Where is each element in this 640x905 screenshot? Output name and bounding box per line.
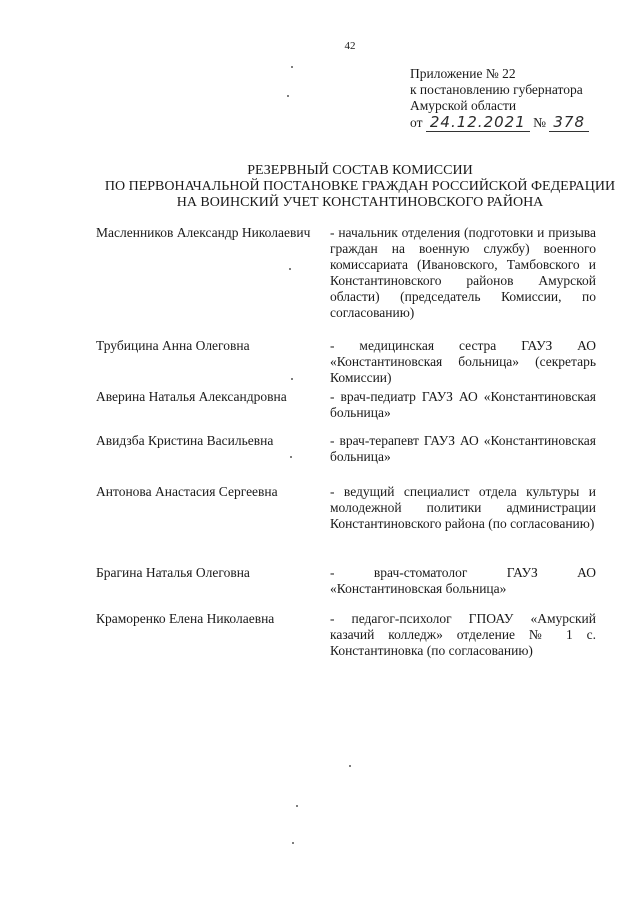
date-prefix: от [410,115,423,130]
member-name: Аверина Наталья Александровна [96,389,287,404]
scan-speck [291,378,293,380]
title-line-3: НА ВОИНСКИЙ УЧЕТ КОНСТАНТИНОВСКОГО РАЙОНА [176,195,544,210]
title-line-2: ПО ПЕРВОНАЧАЛЬНОЙ ПОСТАНОВКЕ ГРАЖДАН РОССИЙСКОЙ ФЕДЕРАЦИИ [104,179,616,194]
member-name: Антонова Анастасия Сергеевна [96,484,278,499]
member-role: - педагог-психолог ГПОАУ «Амурский казачий колледж» отделение № 1 с. Константиновка (по согласованию) [330,611,596,658]
scan-speck [290,456,292,458]
appendix-decree: к постановлению губернатора [410,82,583,97]
member-name: Трубицина Анна Олеговна [96,338,250,353]
scan-speck [292,842,294,844]
number-prefix: № [533,115,547,130]
page-number: 42 [344,40,356,52]
member-role: - врач-педиатр ГАУЗ АО «Константиновская больница» [330,389,596,420]
appendix-title: Приложение № 22 [410,66,516,81]
scan-speck [291,66,293,68]
scan-speck [296,805,298,807]
member-name: Масленников Александр Николаевич [96,225,311,240]
member-name: Авидзба Кристина Васильевна [96,433,274,448]
member-role: - медицинская сестра ГАУЗ АО «Константиновская больница» (секретарь Комиссии) [330,338,596,385]
scan-speck [349,765,351,767]
scan-speck [287,95,289,97]
appendix-block [410,66,589,131]
title-line-1: РЕЗЕРВНЫЙ СОСТАВ КОМИССИИ [247,163,473,178]
document-title [80,163,640,211]
member-name: Брагина Наталья Олеговна [96,565,250,580]
member-role: - начальник отделения (подготовки и призыва граждан на военную службу) военного комиссариата (Ивановского, Тамбовского и Константиновского районов Амурской области) (председатель Комиссии, по согласованию) [330,225,596,320]
date-value: 24.12.2021 [426,113,530,132]
member-role: - врач-стоматолог ГАУЗ АО «Константиновская больница» [330,565,596,596]
member-role: - врач-терапевт ГАУЗ АО «Константиновская больница» [330,433,596,464]
scan-speck [289,268,291,270]
member-role: - ведущий специалист отдела культуры и молодежной политики администрации Константиновского района (по согласованию) [330,484,596,531]
appendix-date-row [410,114,589,131]
member-name: Краморенко Елена Николаевна [96,611,275,626]
appendix-region: Амурской области [410,98,517,113]
number-value: 378 [549,113,589,132]
